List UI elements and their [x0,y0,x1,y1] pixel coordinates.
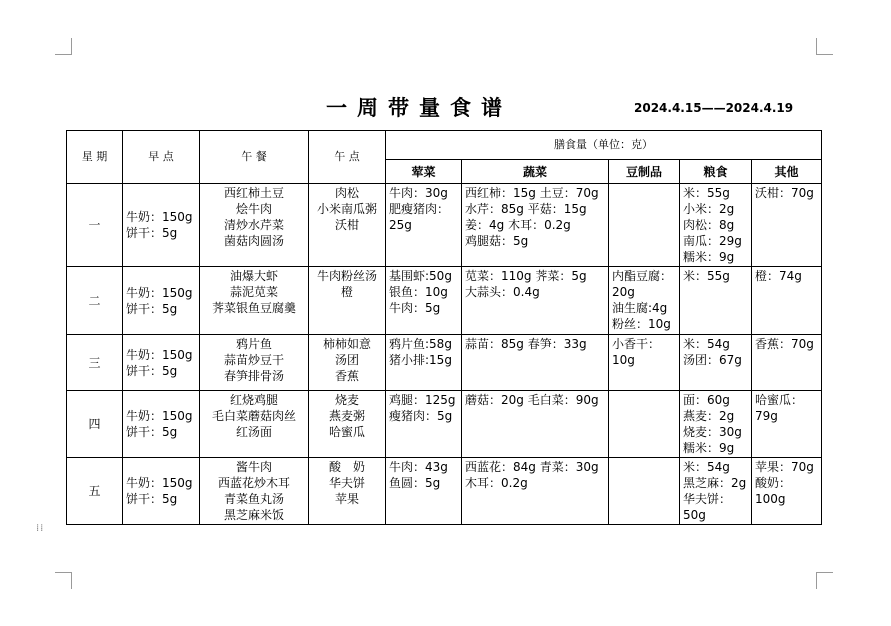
soy-cell [609,391,680,458]
day-cell: 四 [67,391,123,458]
grain-cell: 米：55g [680,267,752,335]
meat-cell: 鸡腿：125g 瘦猪肉：5g [386,391,462,458]
page-corner-bottom-left [55,572,72,589]
table-row [67,184,822,267]
afternoon-snack-cell: 酸 奶 华夫饼 苹果 [309,458,386,525]
soy-cell: 内酯豆腐： 20g 油生腐:4g 粉丝：10g [609,267,680,335]
lunch-cell: 鸦片鱼 蒜苗炒豆干 春笋排骨汤 [200,335,309,391]
page-corner-top-left [55,38,72,55]
meat-cell: 基围虾:50g 银鱼：10g 牛肉：5g [386,267,462,335]
morning-snack-cell: 牛奶：150g 饼干：5g [123,335,200,391]
lunch-cell: 酱牛肉 西蓝花炒木耳 青菜鱼丸汤 黑芝麻米饭 [200,458,309,525]
other-cell: 苹果：70g 酸奶： 100g [752,458,822,525]
vegetable-cell: 西红柿：15g 土豆：70g 水芹：85g 平菇：15g 姜：4g 木耳：0.2g 鸡腿菇：5g [462,184,609,267]
other-cell: 哈蜜瓜： 79g [752,391,822,458]
soy-cell [609,458,680,525]
table-drag-handle-icon[interactable]: ⁞⁞ [36,523,45,534]
table-row [67,458,822,525]
other-cell: 沃柑：70g [752,184,822,267]
other-cell: 橙：74g [752,267,822,335]
header-afternoon-snack: 午 点 [309,131,386,184]
grain-cell: 面：60g 燕麦：2g 烧麦：30g 糯米：9g [680,391,752,458]
header-day: 星 期 [67,131,123,184]
meat-cell: 牛肉：30g 肥瘦猪肉： 25g [386,184,462,267]
vegetable-cell: 西蓝花：84g 青菜：30g 木耳：0.2g [462,458,609,525]
vegetable-cell: 蘑菇：20g 毛白菜：90g [462,391,609,458]
page-title: 一周带量食谱 [326,95,512,120]
header-morning-snack: 早 点 [123,131,200,184]
vegetable-cell: 蒜苗：85g 春笋：33g [462,335,609,391]
lunch-cell: 西红柿土豆 烩牛肉 清炒水芹菜 菌菇肉圆汤 [200,184,309,267]
page-corner-top-right [816,38,833,55]
other-cell: 香蕉：70g [752,335,822,391]
day-cell: 二 [67,267,123,335]
morning-snack-cell: 牛奶：150g 饼干：5g [123,267,200,335]
afternoon-snack-cell: 牛肉粉丝汤 橙 [309,267,386,335]
soy-cell: 小香干： 10g [609,335,680,391]
table-row [67,267,822,335]
morning-snack-cell: 牛奶：150g 饼干：5g [123,184,200,267]
day-cell: 一 [67,184,123,267]
table-row [67,335,822,391]
morning-snack-cell: 牛奶：150g 饼干：5g [123,458,200,525]
header-lunch: 午 餐 [200,131,309,184]
page-corner-bottom-right [816,572,833,589]
header-meat: 荤菜 [386,160,462,184]
header-soy: 豆制品 [609,160,680,184]
grain-cell: 米：54g 黑芝麻：2g 华夫饼： 50g [680,458,752,525]
afternoon-snack-cell: 柿柿如意 汤团 香蕉 [309,335,386,391]
day-cell: 五 [67,458,123,525]
header-grain: 粮食 [680,160,752,184]
lunch-cell: 油爆大虾 蒜泥苋菜 荠菜银鱼豆腐羹 [200,267,309,335]
date-range: 2024.4.15——2024.4.19 [634,101,794,115]
grain-cell: 米：54g 汤团：67g [680,335,752,391]
header-other: 其他 [752,160,822,184]
afternoon-snack-cell: 肉松 小米南瓜粥 沃柑 [309,184,386,267]
day-cell: 三 [67,335,123,391]
vegetable-cell: 苋菜：110g 荠菜：5g 大蒜头：0.4g [462,267,609,335]
table-row [67,391,822,458]
header-intake: 膳食量（单位：克） [386,131,822,160]
grain-cell: 米：55g 小米：2g 肉松：8g 南瓜：29g 糯米：9g [680,184,752,267]
meat-cell: 鸦片鱼:58g 猪小排:15g [386,335,462,391]
morning-snack-cell: 牛奶：150g 饼干：5g [123,391,200,458]
header-vegetable: 蔬菜 [462,160,609,184]
afternoon-snack-cell: 烧麦 燕麦粥 哈蜜瓜 [309,391,386,458]
soy-cell [609,184,680,267]
menu-table [66,130,822,525]
lunch-cell: 红烧鸡腿 毛白菜蘑菇肉丝 红汤面 [200,391,309,458]
meat-cell: 牛肉：43g 鱼圆：5g [386,458,462,525]
